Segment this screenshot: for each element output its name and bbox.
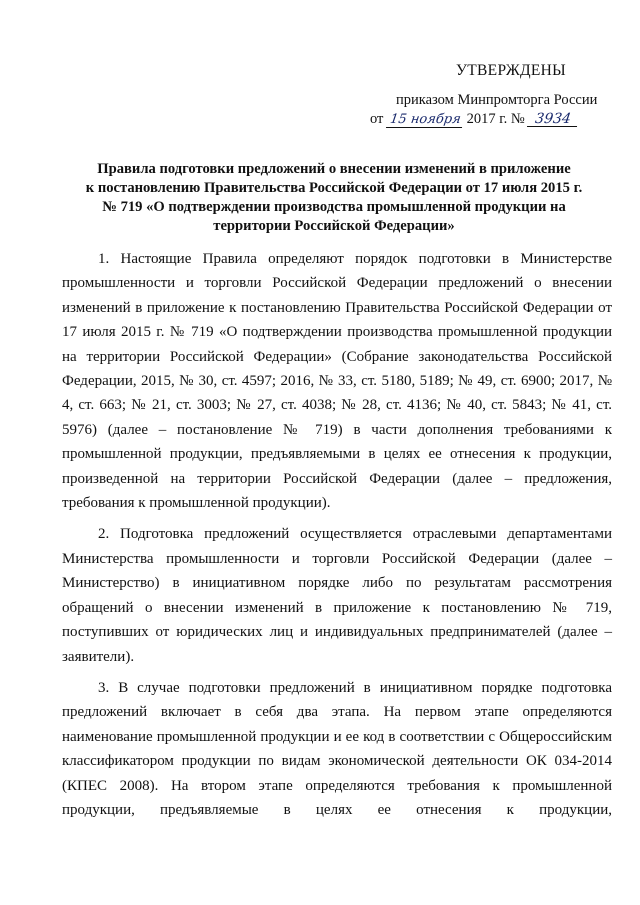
order-reference: приказом Минпромторга России <box>396 92 598 108</box>
approval-stamp-heading: УТВЕРЖДЕНЫ <box>456 62 566 79</box>
title-line: № 719 «О подтверждении производства промышленной продукции на <box>102 199 566 215</box>
paragraph-1: 1. Настоящие Правила определяют порядок подготовки в Министерстве промышленности и торговли Российской Федерации предложений о внесении изменений в приложение к постановлению Правительства Российской Федерации от 17 июля 2015 г. № 719 «О подтверждении производства промышленной продукции на территории Российской Федерации» (Собрание законодательства Российской Федерации, 2015, № 30, ст. 4597; 2016, № 33, ст. 5180, 5189; № 49, ст. 6900; 2017, № 4, ст. 663; № 21, ст. 3003; № 27, ст. 4038; № 28, ст. 4136; № 40, ст. 5843; № 41, ст. 5976) (далее – постановление № 719) в части дополнения требованиями к промышленной продукции, предъявляемыми в целях ее отнесения к продукции, произведенной на территории Российской Федерации (далее – предложения, требования к промышленной продукции). <box>62 251 612 512</box>
document-body <box>62 247 612 829</box>
title-line: территории Российской Федерации» <box>213 218 455 234</box>
title-line: к постановлению Правительства Российской Федерации от 17 июля 2015 г. <box>85 180 583 196</box>
date-prefix: от <box>370 111 384 127</box>
handwritten-order-number: 3934 <box>527 112 579 127</box>
title-line: Правила подготовки предложений о внесении изменений в приложение <box>97 161 571 177</box>
paragraph-3: 3. В случае подготовки предложений в инициативном порядке подготовка предложений включает в себя два этапа. На первом этапе определяются наименование промышленной продукции и ее код в соответствии с Общероссийским классификатором продукции по видам экономической деятельности ОК 034-2014 (КПЕС 2008). На втором этапе определяются требования к промышленной продукции, предъявляемые в целях ее отнесения к продукции, <box>62 679 612 818</box>
handwritten-date: 15 ноября <box>386 113 464 128</box>
order-year: 2017 г. № <box>466 111 525 127</box>
paragraph-2: 2. Подготовка предложений осуществляется отраслевыми департаментами Министерства промышленности и торговли Российской Федерации (далее – Министерство) в инициативном порядке либо по результатам рассмотрения обращений о внесении изменений в приложение к постановлению № 719, поступивших от юридических лиц и индивидуальных предпринимателей (далее – заявители). <box>62 526 612 665</box>
document-title <box>60 160 608 236</box>
order-date-line <box>370 111 578 128</box>
